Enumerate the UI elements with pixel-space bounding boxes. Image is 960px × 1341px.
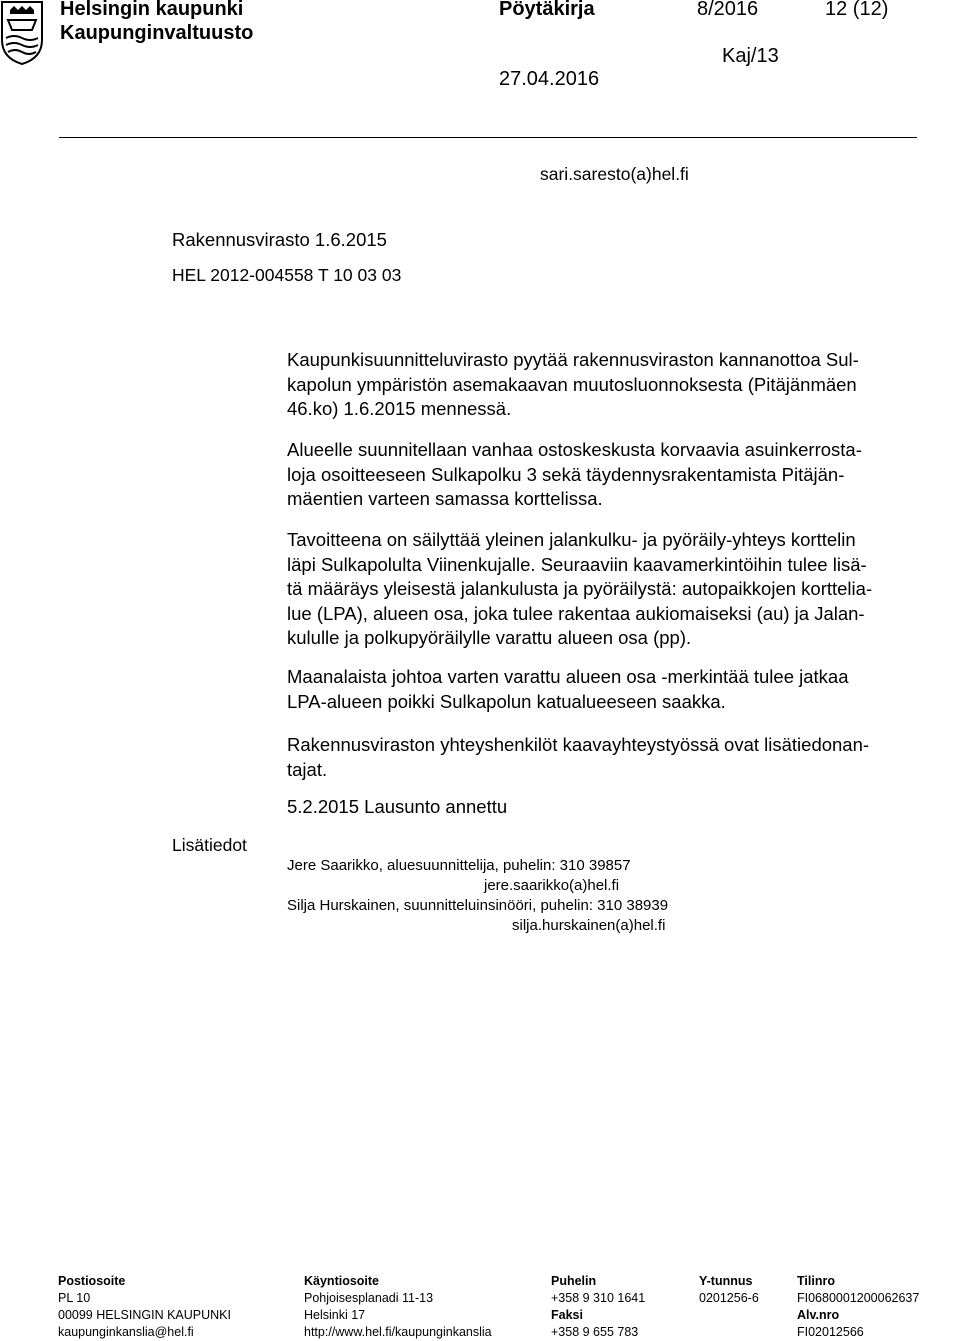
contact-1-email: jere.saarikko(a)hel.fi — [484, 877, 620, 894]
helsinki-crest-icon — [0, 0, 44, 66]
paragraph-contacts — [287, 733, 927, 782]
footer-value: FI02012566 — [797, 1325, 864, 1339]
text-line: lue (LPA), alueen osa, joka tulee rakentaa aukiomaiseksi (au) ja Jalan- — [287, 602, 865, 624]
doc-type: Pöytäkirja — [499, 0, 595, 20]
footer-label: Postiosoite — [58, 1274, 126, 1288]
footer-value: +358 9 310 1641 — [551, 1291, 646, 1305]
paragraph-underground — [287, 665, 927, 714]
footer-phone — [551, 1273, 645, 1341]
paragraph-area — [287, 438, 927, 512]
text-line: kapolun ympäristön asemakaavan muutosluonnoksesta (Pitäjänmäen — [287, 373, 857, 395]
footer-label: Tilinro — [797, 1274, 835, 1288]
paragraph-request — [287, 348, 927, 422]
agency-line: Rakennusvirasto 1.6.2015 — [172, 229, 387, 250]
text-line: kululle ja polkupyöräilylle varattu alueen osa (pp). — [287, 627, 692, 648]
doc-number: 8/2016 — [697, 0, 759, 20]
info-label: Lisätiedot — [172, 835, 247, 855]
footer-label: Faksi — [551, 1308, 583, 1322]
footer-value: http://www.hel.fi/kaupunginkanslia — [304, 1325, 492, 1339]
org-name: Helsingin kaupunki — [60, 0, 244, 20]
footer-value: PL 10 — [58, 1291, 91, 1305]
footer-value: 0201256-6 — [699, 1291, 759, 1305]
footer-value: 00099 HELSINGIN KAUPUNKI — [58, 1308, 231, 1322]
contact-2: Silja Hurskainen, suunnitteluinsinööri, puhelin: 310 38939 — [287, 897, 669, 914]
footer-value: FI0680001200062637 — [797, 1291, 920, 1305]
footer-label: Alv.nro — [797, 1308, 840, 1322]
page-number: 12 (12) — [825, 0, 889, 20]
paragraph-goal — [287, 528, 927, 651]
footer-value: Helsinki 17 — [304, 1308, 366, 1322]
text-line: tä määräys yleisestä jalankulusta ja pyöräilystä: autopaikkojen korttelia- — [287, 578, 873, 599]
text-line: tajat. — [287, 758, 328, 780]
text-line: Tavoitteena on säilyttää yleinen jalankulku- ja pyöräily-yhteys korttelin — [287, 529, 856, 550]
footer-value: +358 9 655 783 — [551, 1325, 639, 1339]
text-line: Maanalaista johtoa varten varattu alueen osa -merkintää tulee jatkaa — [287, 666, 849, 687]
footer-label: Käyntiosoite — [304, 1274, 380, 1288]
text-line: mäentien varteen samassa korttelissa. — [287, 488, 603, 509]
footer-label: Y-tunnus — [699, 1274, 753, 1288]
footer-value: Pohjoisesplanadi 11-13 — [304, 1291, 434, 1305]
section-code: Kaj/13 — [722, 45, 779, 67]
footer-visit — [304, 1273, 492, 1341]
contact-1: Jere Saarikko, aluesuunnittelija, puhelin: 310 39857 — [287, 857, 631, 874]
preparer-email: sari.saresto(a)hel.fi — [540, 164, 689, 184]
footer-label: Puhelin — [551, 1274, 597, 1288]
footer-business-id — [699, 1273, 759, 1307]
footer-account — [797, 1273, 919, 1341]
contact-2-email: silja.hurskainen(a)hel.fi — [512, 917, 666, 934]
header-rule — [59, 137, 917, 138]
meeting-date: 27.04.2016 — [499, 68, 600, 90]
text-line: Rakennusviraston yhteyshenkilöt kaavayhteystyössä ovat lisätiedonan- — [287, 734, 870, 755]
text-line: Alueelle suunnitellaan vanhaa ostoskeskusta korvaavia asuinkerrosta- — [287, 439, 862, 460]
text-line: loja osoitteeseen Sulkapolku 3 sekä täydennysrakentamista Pitäjän- — [287, 463, 845, 485]
text-line: LPA-alueen poikki Sulkapolun katualueeseen saakka. — [287, 690, 726, 712]
text-line: läpi Sulkapolulta Viinenkujalle. Seuraaviin kaavamerkintöihin tulee lisä- — [287, 553, 867, 575]
text-line: 5.2.2015 Lausunto annettu — [287, 796, 508, 817]
body-name: Kaupunginvaltuusto — [60, 22, 254, 44]
footer-value: kaupunginkanslia@hel.fi — [58, 1325, 194, 1339]
text-line: Kaupunkisuunnitteluvirasto pyytää rakennusviraston kannanottoa Sul- — [287, 349, 859, 370]
paragraph-statement-date — [287, 795, 927, 820]
footer-postal — [58, 1273, 231, 1341]
text-line: 46.ko) 1.6.2015 mennessä. — [287, 398, 512, 419]
reference-number: HEL 2012-004558 T 10 03 03 — [172, 265, 402, 285]
